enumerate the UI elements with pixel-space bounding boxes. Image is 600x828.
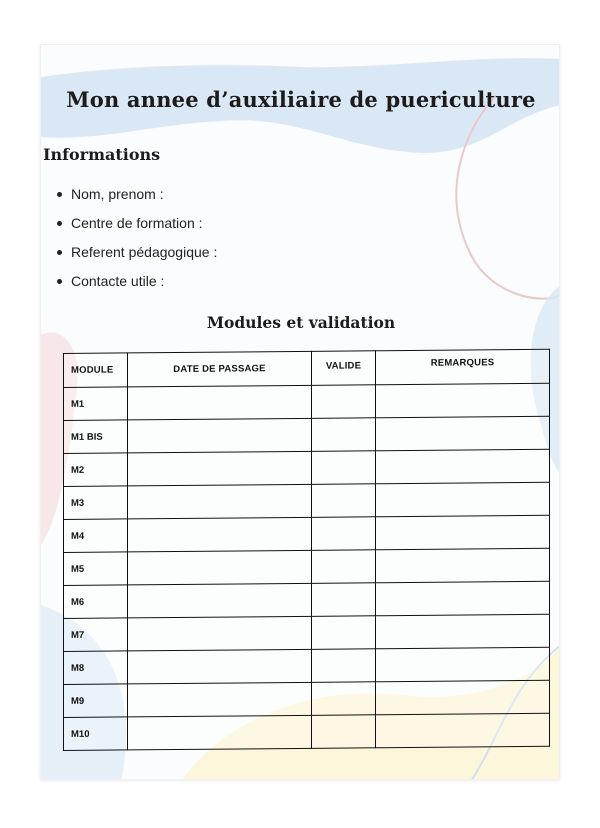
- module-cell: M1 BIS: [64, 420, 128, 454]
- valide-cell: [312, 682, 376, 716]
- valide-cell: [312, 451, 376, 485]
- valide-cell: [312, 385, 376, 419]
- info-item-contact: Contacte utile :: [57, 272, 217, 301]
- date-cell: [128, 484, 312, 519]
- remarques-cell: [376, 449, 550, 484]
- table-row: [64, 482, 550, 519]
- page-title: Mon annee d’auxiliaire de puericulture: [66, 87, 536, 112]
- modules-heading: Modules et validation: [206, 313, 396, 332]
- info-item-centre: Centre de formation :: [57, 214, 217, 243]
- date-cell: [128, 682, 312, 717]
- remarques-cell: [376, 548, 550, 583]
- date-cell: [128, 649, 312, 684]
- table-row: [64, 416, 550, 453]
- info-item-referent: Referent pédagogique :: [57, 243, 217, 272]
- valide-cell: [312, 484, 376, 518]
- table-header-row: [64, 349, 550, 387]
- date-cell: [128, 583, 312, 618]
- date-cell: [128, 550, 312, 585]
- table-row: [64, 383, 550, 420]
- remarques-cell: [376, 647, 550, 682]
- modules-table: [63, 349, 550, 751]
- valide-cell: [312, 649, 376, 683]
- table-row: [64, 647, 550, 684]
- remarques-cell: [376, 383, 550, 418]
- module-cell: M9: [64, 684, 128, 718]
- informations-heading: Informations: [43, 145, 161, 164]
- table-row: [64, 680, 550, 717]
- valide-cell: [312, 517, 376, 551]
- valide-cell: [312, 583, 376, 617]
- module-cell: M1: [64, 387, 128, 421]
- table-row: [64, 581, 550, 618]
- module-cell: M5: [64, 552, 128, 586]
- table-row: [64, 548, 550, 585]
- remarques-cell: [376, 515, 550, 550]
- module-cell: M3: [64, 486, 128, 520]
- column-header-date: DATE DE PASSAGE: [128, 351, 312, 387]
- table-row: [64, 515, 550, 552]
- date-cell: [128, 517, 312, 552]
- table-row: [64, 449, 550, 486]
- date-cell: [128, 418, 312, 453]
- remarques-cell: [376, 713, 550, 748]
- module-cell: M10: [64, 717, 128, 751]
- remarques-cell: [376, 416, 550, 451]
- informations-list: [57, 185, 217, 301]
- valide-cell: [312, 616, 376, 650]
- remarques-cell: [376, 482, 550, 517]
- valide-cell: [312, 550, 376, 584]
- column-header-module: MODULE: [64, 353, 128, 388]
- module-cell: M4: [64, 519, 128, 553]
- remarques-cell: [376, 614, 550, 649]
- document-page: [40, 44, 560, 780]
- module-cell: M6: [64, 585, 128, 619]
- valide-cell: [312, 715, 376, 749]
- table-row: [64, 614, 550, 651]
- info-item-nom: Nom, prenom :: [57, 185, 217, 214]
- column-header-valide: VALIDE: [312, 351, 376, 386]
- remarques-cell: [376, 581, 550, 616]
- column-header-remarques: REMARQUES: [376, 349, 550, 385]
- date-cell: [128, 616, 312, 651]
- remarques-cell: [376, 680, 550, 715]
- module-cell: M2: [64, 453, 128, 487]
- date-cell: [128, 715, 312, 750]
- module-cell: M7: [64, 618, 128, 652]
- date-cell: [128, 451, 312, 486]
- valide-cell: [312, 418, 376, 452]
- table-row: [64, 713, 550, 750]
- module-cell: M8: [64, 651, 128, 685]
- date-cell: [128, 385, 312, 420]
